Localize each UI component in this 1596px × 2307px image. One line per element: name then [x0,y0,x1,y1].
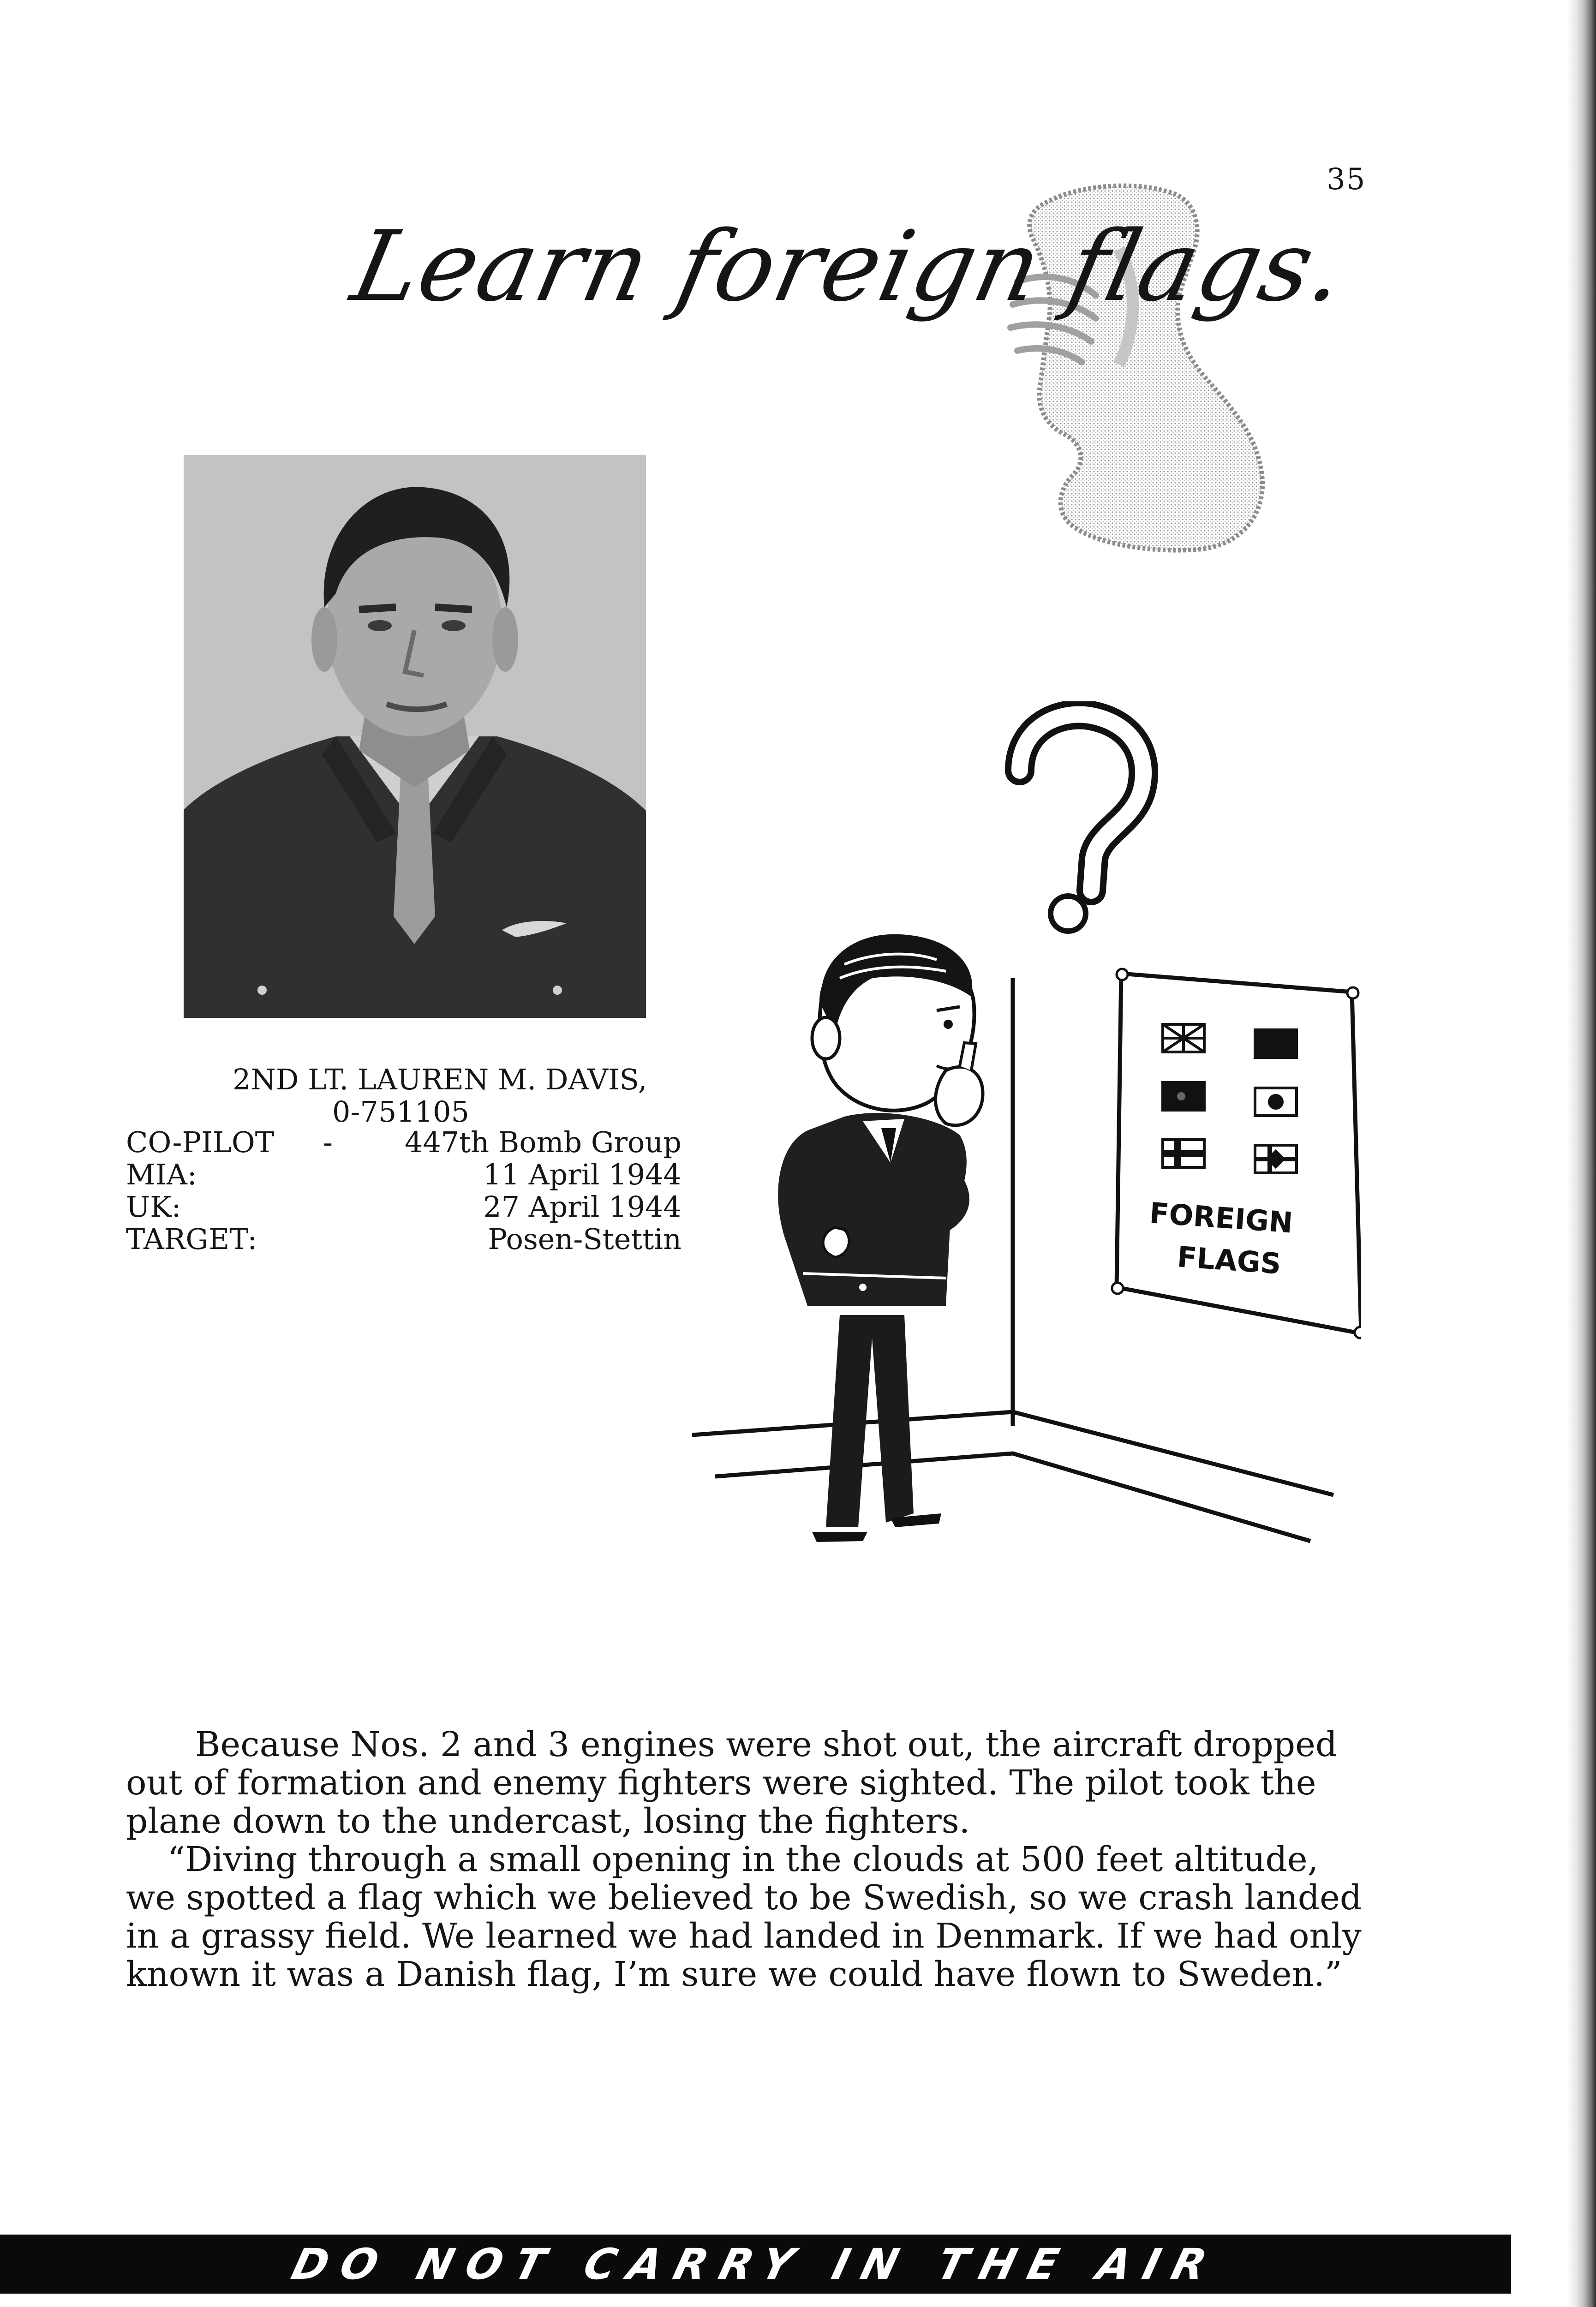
caption-label-role: CO-PILOT [126,1125,275,1159]
question-mark-icon [1020,715,1143,932]
story-paragraph-1: Because Nos. 2 and 3 engines were shot out, the aircraft dropped out of formation and enemy fighters were sighted. The pilot took the plane down to the undercast, losing the fighters. [126,1725,1338,1841]
page-edge [1566,0,1596,2307]
caption-value-mia: 11 April 1944 [483,1158,681,1191]
caption-value-group: 447th Bomb Group [404,1125,681,1159]
sign-line-foreign: FOREIGN [1148,1196,1294,1240]
caption-label-target: TARGET: [126,1222,257,1256]
caption-value-uk: 27 April 1944 [483,1190,681,1224]
caption-label-mia: MIA: [126,1158,197,1191]
footer-banner [0,2235,1511,2294]
portrait-photo [184,455,646,1018]
caption-dash: - [323,1125,333,1159]
puzzled-airman-cartoon [687,701,1361,1569]
page-number: 35 [1327,162,1366,197]
caption-label-uk: UK: [126,1190,181,1224]
caption-serial: 0-751105 [332,1095,470,1129]
story-paragraph-2: “Diving through a small opening in the clouds at 500 feet altitude, we spotted a flag which we believed to be Swedish, so we crash landed in a grassy field. We learned we had landed in Denmark. If we had only known it was a Danish flag, I’m sure we could have flown to Sweden.” [126,1840,1362,1994]
page-title: Learn foreign flags. [343,210,1356,323]
footer-banner-text: DO NOT CARRY IN THE AIR [287,2239,1225,2289]
sign-line-flags: FLAGS [1176,1240,1282,1281]
story-text [126,1726,1372,1994]
foreign-flags-sign [1112,969,1361,1338]
caption-name: 2ND LT. LAUREN M. DAVIS, [233,1063,647,1096]
airman-figure [778,934,983,1542]
caption-value-target: Posen-Stettin [488,1222,681,1256]
